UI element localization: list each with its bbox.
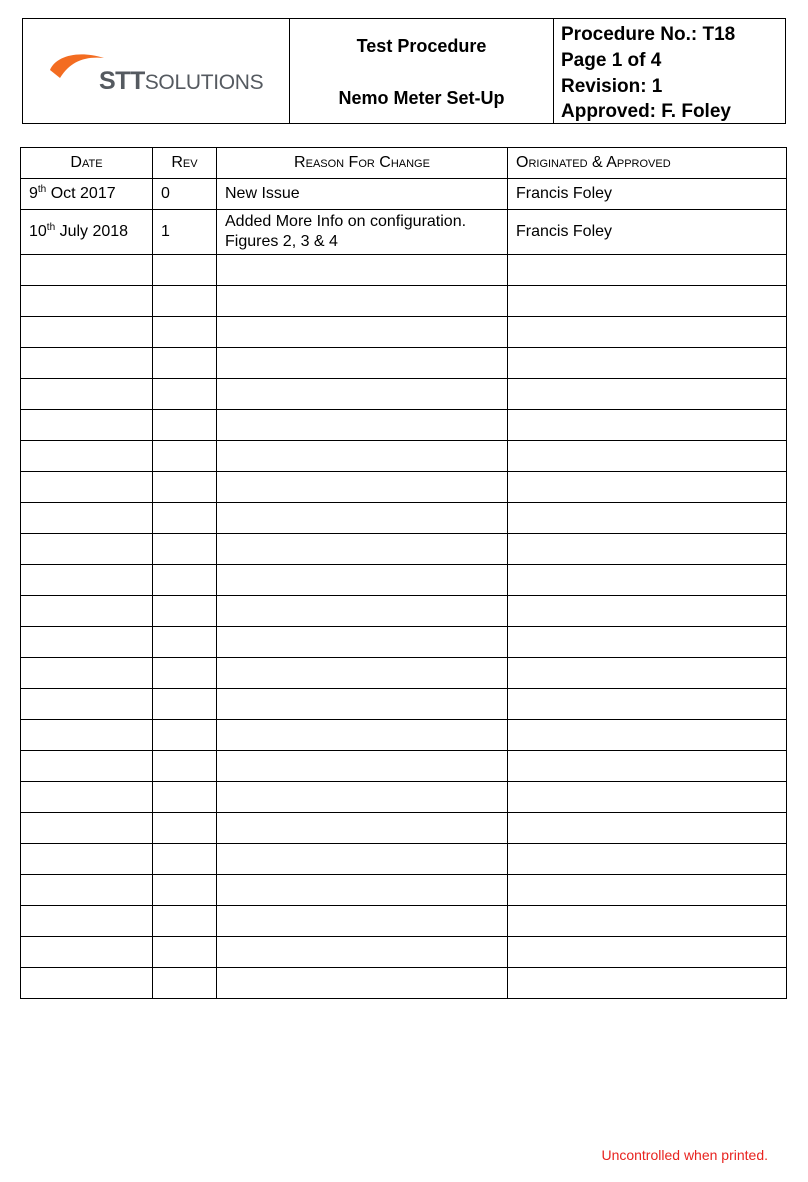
blank-cell: [21, 472, 153, 503]
blank-cell: [508, 596, 787, 627]
blank-cell: [217, 410, 508, 441]
blank-cell: [21, 627, 153, 658]
table-row-blank: [21, 813, 787, 844]
blank-cell: [21, 503, 153, 534]
blank-cell: [508, 875, 787, 906]
blank-cell: [508, 937, 787, 968]
header-reason: Reason For Change: [217, 148, 508, 179]
blank-cell: [217, 255, 508, 286]
blank-cell: [153, 503, 217, 534]
procedure-meta: [554, 19, 785, 123]
blank-cell: [508, 534, 787, 565]
blank-cell: [217, 844, 508, 875]
blank-cell: [153, 317, 217, 348]
table-row-blank: [21, 968, 787, 999]
blank-cell: [153, 906, 217, 937]
blank-cell: [153, 689, 217, 720]
table-row-blank: [21, 782, 787, 813]
table-row-blank: [21, 472, 787, 503]
logo-brand: STT: [99, 67, 145, 95]
blank-cell: [21, 937, 153, 968]
blank-cell: [217, 720, 508, 751]
blank-cell: [21, 379, 153, 410]
blank-cell: [508, 813, 787, 844]
table-row-blank: [21, 410, 787, 441]
blank-cell: [21, 317, 153, 348]
blank-cell: [217, 689, 508, 720]
blank-cell: [508, 782, 787, 813]
blank-cell: [153, 286, 217, 317]
title-cell: [290, 19, 554, 123]
blank-cell: [21, 782, 153, 813]
table-header-row: [21, 148, 787, 179]
blank-cell: [153, 565, 217, 596]
table-row-blank: [21, 720, 787, 751]
table-row-blank: [21, 844, 787, 875]
blank-cell: [153, 658, 217, 689]
table-row-blank: [21, 627, 787, 658]
table-row-blank: [21, 255, 787, 286]
table-row-blank: [21, 441, 787, 472]
blank-cell: [153, 720, 217, 751]
blank-cell: [508, 410, 787, 441]
blank-cell: [153, 782, 217, 813]
blank-cell: [217, 534, 508, 565]
table-row-blank: [21, 751, 787, 782]
blank-cell: [21, 348, 153, 379]
blank-cell: [21, 689, 153, 720]
blank-cell: [153, 968, 217, 999]
blank-cell: [153, 813, 217, 844]
table-row: [21, 210, 787, 255]
blank-cell: [217, 565, 508, 596]
blank-cell: [508, 472, 787, 503]
table-row-blank: [21, 286, 787, 317]
blank-cell: [21, 906, 153, 937]
revision-number: Revision: 1: [561, 75, 663, 97]
blank-cell: [21, 813, 153, 844]
blank-cell: [217, 658, 508, 689]
blank-cell: [153, 379, 217, 410]
header-rev: Rev: [153, 148, 217, 179]
blank-cell: [153, 596, 217, 627]
table-row-blank: [21, 658, 787, 689]
logo-cell: [23, 19, 290, 123]
blank-cell: [508, 751, 787, 782]
table-row-blank: [21, 379, 787, 410]
blank-cell: [153, 534, 217, 565]
cell-date: 10th July 2018: [21, 210, 153, 255]
table-row-blank: [21, 317, 787, 348]
blank-cell: [508, 348, 787, 379]
blank-cell: [217, 813, 508, 844]
blank-cell: [21, 751, 153, 782]
blank-cell: [153, 441, 217, 472]
revision-history-table: [20, 147, 787, 999]
blank-cell: [153, 627, 217, 658]
blank-cell: [153, 348, 217, 379]
procedure-number: Procedure No.: T18: [561, 24, 736, 45]
document-title: Nemo Meter Set-Up: [338, 88, 505, 108]
blank-cell: [153, 472, 217, 503]
table-row-blank: [21, 348, 787, 379]
table-row-blank: [21, 596, 787, 627]
table-row-blank: [21, 689, 787, 720]
blank-cell: [21, 286, 153, 317]
table-row: [21, 179, 787, 210]
cell-date: 9th Oct 2017: [21, 179, 153, 210]
table-row-blank: [21, 534, 787, 565]
page-number: Page 1 of 4: [561, 49, 662, 71]
blank-cell: [508, 906, 787, 937]
blank-cell: [508, 379, 787, 410]
blank-cell: [217, 782, 508, 813]
cell-reason: New Issue: [217, 179, 508, 210]
blank-cell: [153, 937, 217, 968]
blank-cell: [508, 720, 787, 751]
blank-cell: [21, 844, 153, 875]
blank-cell: [217, 317, 508, 348]
blank-cell: [217, 286, 508, 317]
blank-cell: [21, 875, 153, 906]
blank-cell: [508, 317, 787, 348]
table-row-blank: [21, 937, 787, 968]
blank-cell: [508, 255, 787, 286]
table-row-blank: [21, 503, 787, 534]
blank-cell: [153, 844, 217, 875]
cell-originated: Francis Foley: [508, 210, 787, 255]
blank-cell: [21, 441, 153, 472]
blank-cell: [217, 875, 508, 906]
cell-rev: 1: [153, 210, 217, 255]
blank-cell: [217, 968, 508, 999]
blank-cell: [21, 410, 153, 441]
blank-cell: [217, 627, 508, 658]
blank-cell: [508, 968, 787, 999]
logo-suffix: SOLUTIONS: [144, 71, 264, 94]
blank-cell: [21, 255, 153, 286]
blank-cell: [508, 627, 787, 658]
blank-cell: [217, 379, 508, 410]
blank-cell: [217, 348, 508, 379]
blank-cell: [508, 658, 787, 689]
blank-cell: [217, 503, 508, 534]
blank-cell: [508, 286, 787, 317]
approved-by: Approved: F. Foley: [561, 101, 731, 123]
blank-cell: [21, 720, 153, 751]
blank-cell: [153, 875, 217, 906]
blank-cell: [217, 906, 508, 937]
blank-cell: [21, 658, 153, 689]
document-type: Test Procedure: [356, 36, 487, 56]
document-header: [22, 18, 786, 124]
blank-cell: [508, 844, 787, 875]
table-row-blank: [21, 875, 787, 906]
blank-cell: [21, 596, 153, 627]
blank-cell: [508, 689, 787, 720]
blank-cell: [508, 503, 787, 534]
header-originated: Originated & Approved: [508, 148, 787, 179]
blank-cell: [21, 565, 153, 596]
blank-cell: [217, 596, 508, 627]
cell-reason: Added More Info on configuration. Figures 2, 3 & 4: [217, 210, 508, 255]
blank-cell: [217, 937, 508, 968]
company-logo: [99, 67, 263, 96]
blank-cell: [508, 565, 787, 596]
table-row-blank: [21, 906, 787, 937]
blank-cell: [217, 441, 508, 472]
blank-cell: [153, 410, 217, 441]
blank-cell: [217, 472, 508, 503]
cell-rev: 0: [153, 179, 217, 210]
blank-cell: [21, 534, 153, 565]
header-date: Date: [21, 148, 153, 179]
blank-cell: [153, 751, 217, 782]
cell-originated: Francis Foley: [508, 179, 787, 210]
blank-cell: [153, 255, 217, 286]
uncontrolled-notice: Uncontrolled when printed.: [601, 1147, 768, 1163]
blank-cell: [508, 441, 787, 472]
blank-cell: [21, 968, 153, 999]
blank-cell: [217, 751, 508, 782]
table-row-blank: [21, 565, 787, 596]
